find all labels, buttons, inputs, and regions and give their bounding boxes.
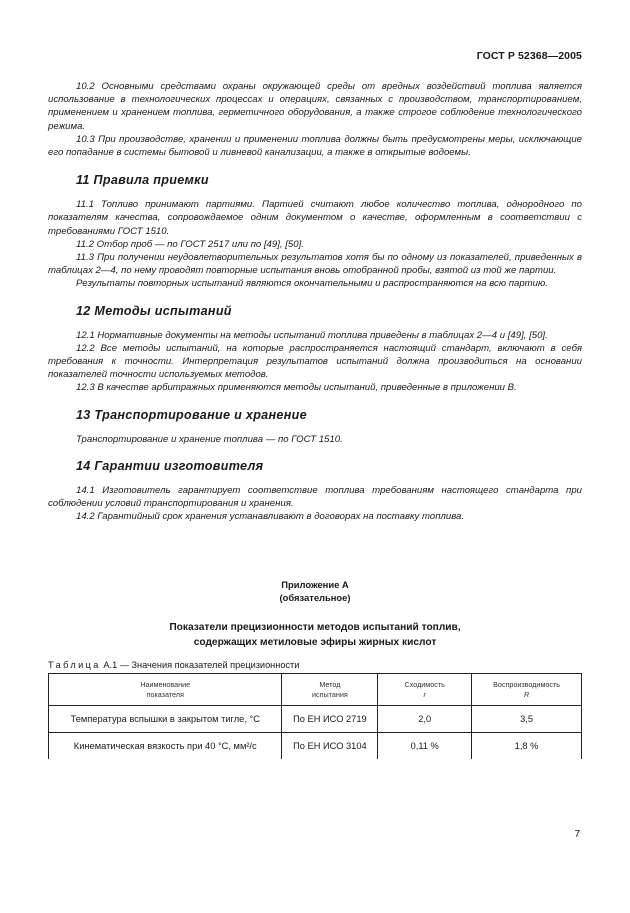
paragraph-10-3: 10.3 При производстве, хранении и применении топлива должны быть предусмотрены меры, исключающие его попадание в системы бытовой и ливневой канализации, а также в открытые водоемы. <box>48 133 582 159</box>
paragraph-11-3: 11.3 При получении неудовлетворительных результатов хотя бы по одному из показателей, приведенных в таблицах 2—4, по нему проводят повторные испытания вновь отобранной пробы, взятой из той же партии. <box>48 252 582 277</box>
paragraph-11-1: 11.1 Топливо принимают партиями. Партией считают любое количество топлива, однородного по показателям качества, сопровождаемое одним документом о качестве, оформленным в соответствии с требованиями ГОСТ 1510. <box>48 199 582 237</box>
table-caption-prefix: Таблица <box>48 660 101 671</box>
precision-table <box>48 673 582 759</box>
paragraph-10-2: 10.2 Основными средствами охраны окружающей среды от вредных воздействий топлива является использование в технологических процессах и операциях, связанных с производством, транспортированием, применением и хранением топлива, герметичного оборудования, а также строгое соблюдение технологического режима. <box>48 81 582 132</box>
section-12-heading: 12 Методы испытаний <box>76 303 232 318</box>
table-caption <box>48 660 582 670</box>
paragraph-12-3: 12.3 В качестве арбитражных применяются методы испытаний, приведенные в приложении В. <box>76 382 517 394</box>
cell-repeatability: 0,11 % <box>378 733 472 760</box>
cell-test-method: По ЕН ИСО 3104 <box>282 733 378 760</box>
paragraph-12-2: 12.2 Все методы испытаний, на которые распространяется настоящий стандарт, включают в себя требования к точности. Интерпретация результатов испытаний должна производиться на основании показателей точности используемых методов. <box>48 342 582 381</box>
cell-repeatability: 2,0 <box>378 706 472 733</box>
appendix-title-line-2: содержащих метиловые эфиры жирных кислот <box>193 636 437 648</box>
table-header-row <box>49 674 582 706</box>
section-14-heading: 14 Гарантии изготовителя <box>76 458 264 473</box>
section-11-heading: 11 Правила приемки <box>76 173 209 188</box>
page-content <box>48 80 582 759</box>
paragraph-11-results: Результаты повторных испытаний являются окончательными и распространяются на всю партию. <box>76 278 548 290</box>
cell-reproducibility: 1,8 % <box>472 733 582 760</box>
header-test-method: Метод испытания <box>282 674 378 706</box>
header-repeatability: Сходимость r <box>378 674 472 706</box>
table-row <box>49 706 582 733</box>
page-number: 7 <box>574 829 580 840</box>
document-id-header: ГОСТ Р 52368—2005 <box>476 50 582 62</box>
table-row <box>49 733 582 760</box>
section-13-heading: 13 Транспортирование и хранение <box>76 407 307 422</box>
cell-test-method: По ЕН ИСО 2719 <box>282 706 378 733</box>
cell-indicator-name: Температура вспышки в закрытом тигле, °С <box>49 706 282 733</box>
paragraph-14-1: 14.1 Изготовитель гарантирует соответствие топлива требованиям настоящего стандарта при соблюдении условий транспортирования и хранения. <box>48 484 582 510</box>
table-caption-text: А.1 — Значения показателей прецизионности <box>103 660 300 671</box>
paragraph-14-2: 14.2 Гарантийный срок хранения устанавливают в договорах на поставку топлива. <box>76 511 465 523</box>
paragraph-12-1: 12.1 Нормативные документы на методы испытаний топлива приведены в таблицах 2—4 и [49], [50]. <box>76 329 548 341</box>
appendix-label: Приложение А <box>281 579 349 591</box>
header-indicator-name: Наименование показателя <box>49 674 282 706</box>
header-reproducibility: Воспроизводимость R <box>472 674 582 706</box>
cell-indicator-name: Кинематическая вязкость при 40 °С, мм²/с <box>49 733 282 760</box>
paragraph-11-2: 11.2 Отбор проб — по ГОСТ 2517 или по [49], [50]. <box>76 238 304 250</box>
paragraph-13-1: Транспортирование и хранение топлива — по ГОСТ 1510. <box>76 433 343 445</box>
cell-reproducibility: 3,5 <box>472 706 582 733</box>
appendix-title-line-1: Показатели прецизионности методов испытаний топлив, <box>169 622 461 634</box>
appendix-status: (обязательное) <box>279 591 351 603</box>
